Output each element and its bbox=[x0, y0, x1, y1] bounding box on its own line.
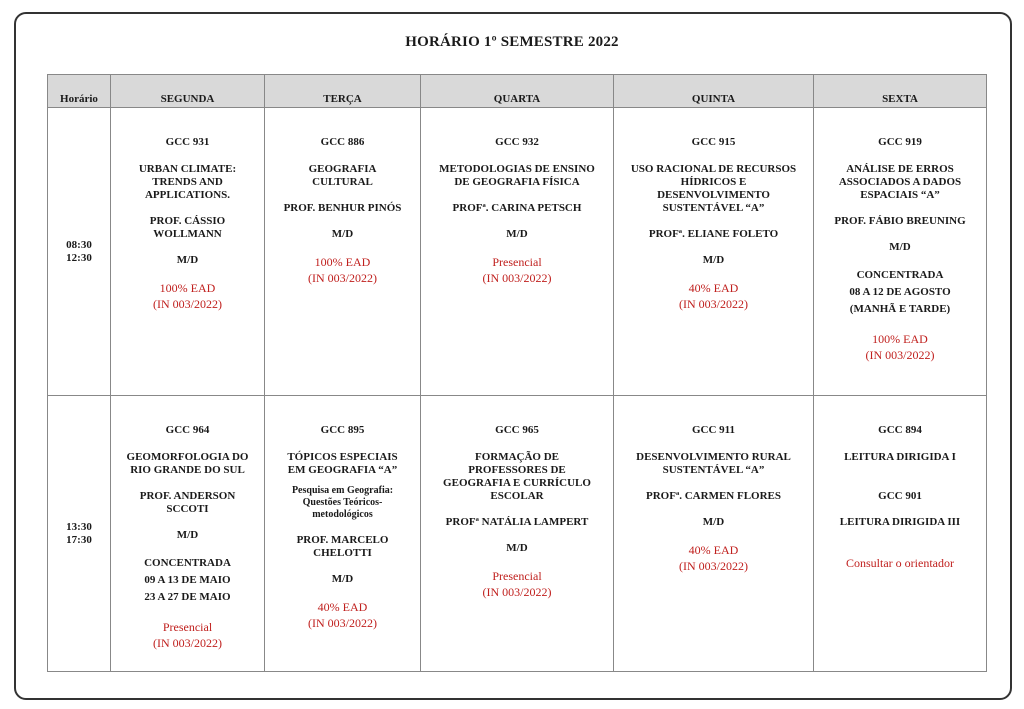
course-code: GCC 886 bbox=[320, 136, 365, 148]
spacer bbox=[818, 542, 982, 555]
delivery-mode: 40% EAD bbox=[688, 543, 739, 557]
professor-name: PROF. CÁSSIO bbox=[149, 215, 226, 227]
course-name: ESPACIAIS “A” bbox=[860, 189, 940, 201]
course-name: SUSTENTÁVEL “A” bbox=[662, 464, 765, 476]
course-code: GCC 895 bbox=[320, 424, 365, 436]
professor-name: CHELOTTI bbox=[313, 547, 372, 559]
professor-name: PROFª. CARMEN FLORES bbox=[646, 490, 781, 502]
course-name: LEITURA DIRIGIDA III bbox=[839, 516, 961, 528]
regulation-ref: (IN 003/2022) bbox=[865, 348, 935, 362]
course-cell-quarta bbox=[421, 108, 614, 396]
course-cell-sexta bbox=[814, 396, 987, 672]
concentrated-info: CONCENTRADA bbox=[144, 557, 231, 569]
course-name: GEOGRAFIA bbox=[308, 163, 377, 175]
delivery-mode: Presencial bbox=[492, 255, 542, 269]
spacer bbox=[115, 516, 260, 529]
course-code: GCC 932 bbox=[495, 136, 539, 148]
course-name: GEOGRAFIA E CURRÍCULO bbox=[443, 477, 591, 489]
spacer bbox=[818, 228, 982, 241]
time-value: 12:30 bbox=[66, 251, 92, 264]
course-name: FORMAÇÃO DE bbox=[474, 451, 560, 463]
concentrated-info: 08 A 12 DE AGOSTO bbox=[849, 286, 951, 298]
course-cell-sexta bbox=[814, 108, 987, 396]
course-name: CULTURAL bbox=[312, 176, 373, 188]
spacer bbox=[269, 241, 416, 254]
schedule-table bbox=[47, 74, 987, 672]
modality-code: M/D bbox=[889, 241, 911, 253]
professor-name: PROF. BENHUR PINÓS bbox=[283, 202, 402, 214]
spacer bbox=[269, 189, 416, 202]
course-name: EM GEOGRAFIA “A” bbox=[287, 464, 398, 476]
delivery-mode: 40% EAD bbox=[317, 600, 368, 614]
concentrated-info: (MANHÃ E TARDE) bbox=[849, 303, 951, 315]
course-cell-terca bbox=[265, 396, 421, 672]
concentrated-info: 23 A 27 DE MAIO bbox=[144, 591, 231, 603]
professor-name: PROFª. CARINA PETSCH bbox=[452, 202, 582, 214]
spacer bbox=[818, 477, 982, 490]
time-value: 13:30 bbox=[66, 520, 92, 533]
professor-name: SCCOTI bbox=[166, 503, 209, 515]
course-name: APPLICATIONS. bbox=[144, 189, 231, 201]
spacer bbox=[425, 529, 609, 542]
course-name: RIO GRANDE DO SUL bbox=[130, 464, 245, 476]
spacer bbox=[618, 215, 809, 228]
course-name: TÓPICOS ESPECIAIS bbox=[287, 451, 398, 463]
course-cell-terca bbox=[265, 108, 421, 396]
time-value: 08:30 bbox=[66, 238, 92, 251]
delivery-mode: Presencial bbox=[492, 569, 542, 583]
spacer bbox=[618, 241, 809, 254]
header-quinta: QUINTA bbox=[614, 75, 814, 108]
course-name: ANÁLISE DE ERROS bbox=[846, 163, 954, 175]
regulation-ref: (IN 003/2022) bbox=[153, 297, 222, 311]
spacer bbox=[115, 606, 260, 619]
course-subtitle: Pesquisa em Geografia: bbox=[291, 485, 394, 496]
spacer bbox=[425, 503, 609, 516]
modality-code: M/D bbox=[506, 228, 528, 240]
spacer bbox=[818, 529, 982, 542]
course-code: GCC 901 bbox=[878, 490, 922, 502]
course-name: METODOLOGIAS DE ENSINO bbox=[439, 163, 595, 175]
spacer bbox=[425, 215, 609, 228]
course-name: SUSTENTÁVEL “A” bbox=[662, 202, 765, 214]
professor-name: PROFª NATÁLIA LAMPERT bbox=[445, 516, 589, 528]
delivery-mode: Presencial bbox=[162, 620, 213, 634]
page-title: HORÁRIO 1º SEMESTRE 2022 bbox=[405, 34, 619, 50]
spacer bbox=[269, 477, 416, 485]
spacer bbox=[818, 202, 982, 215]
delivery-mode: 100% EAD bbox=[159, 281, 216, 295]
spacer bbox=[818, 254, 982, 267]
professor-name: PROFª. ELIANE FOLETO bbox=[648, 228, 779, 240]
course-name: ESCOLAR bbox=[490, 490, 544, 502]
header-sexta: SEXTA bbox=[814, 75, 987, 108]
regulation-ref: (IN 003/2022) bbox=[153, 636, 222, 650]
modality-code: M/D bbox=[702, 516, 725, 528]
course-code: GCC 919 bbox=[878, 136, 922, 148]
modality-code: M/D bbox=[331, 573, 354, 585]
course-subtitle: Questões Teóricos- bbox=[302, 497, 383, 508]
spacer bbox=[618, 529, 809, 542]
spacer bbox=[269, 521, 416, 534]
time-value: 17:30 bbox=[66, 533, 92, 546]
course-name: DESENVOLVIMENTO bbox=[657, 189, 770, 201]
advisor-note: Consultar o orientador bbox=[846, 556, 954, 570]
spacer bbox=[115, 477, 260, 490]
delivery-mode: 40% EAD bbox=[688, 281, 739, 295]
header-horario: Horário bbox=[48, 75, 111, 108]
course-name: DESENVOLVIMENTO RURAL bbox=[636, 451, 791, 463]
modality-code: M/D bbox=[176, 254, 199, 266]
delivery-mode: 100% EAD bbox=[314, 255, 371, 269]
time-slot bbox=[48, 396, 111, 672]
spacer bbox=[115, 202, 260, 215]
regulation-ref: (IN 003/2022) bbox=[482, 585, 552, 599]
course-name: HÍDRICOS E bbox=[680, 176, 747, 188]
modality-code: M/D bbox=[331, 228, 354, 240]
concentrated-info: 09 A 13 DE MAIO bbox=[144, 574, 231, 586]
course-code: GCC 964 bbox=[165, 424, 210, 436]
course-cell-quarta bbox=[421, 396, 614, 672]
spacer bbox=[618, 477, 809, 490]
header-segunda: SEGUNDA bbox=[111, 75, 265, 108]
spacer bbox=[269, 586, 416, 599]
course-name: PROFESSORES DE bbox=[468, 464, 566, 476]
course-name: GEOMORFOLOGIA DO bbox=[126, 451, 249, 463]
regulation-ref: (IN 003/2022) bbox=[308, 271, 377, 285]
regulation-ref: (IN 003/2022) bbox=[308, 616, 377, 630]
spacer bbox=[818, 318, 982, 331]
course-code: GCC 911 bbox=[691, 424, 736, 436]
spacer bbox=[115, 267, 260, 280]
professor-name: WOLLMANN bbox=[153, 228, 222, 240]
schedule-row bbox=[48, 108, 987, 396]
spacer bbox=[818, 503, 982, 516]
header-terca: TERÇA bbox=[265, 75, 421, 108]
regulation-ref: (IN 003/2022) bbox=[679, 297, 748, 311]
regulation-ref: (IN 003/2022) bbox=[679, 559, 748, 573]
spacer bbox=[425, 241, 609, 254]
professor-name: PROF. MARCELO bbox=[296, 534, 389, 546]
modality-code: M/D bbox=[176, 529, 199, 541]
course-name: LEITURA DIRIGIDA I bbox=[844, 451, 956, 463]
header-quarta: QUARTA bbox=[421, 75, 614, 108]
course-name: ASSOCIADOS A DADOS bbox=[838, 176, 962, 188]
course-name: URBAN CLIMATE: bbox=[138, 163, 237, 175]
spacer bbox=[425, 555, 609, 568]
course-code: GCC 931 bbox=[165, 136, 210, 148]
course-cell-quinta bbox=[614, 396, 814, 672]
spacer bbox=[818, 464, 982, 477]
spacer bbox=[269, 560, 416, 573]
modality-code: M/D bbox=[702, 254, 725, 266]
course-code: GCC 894 bbox=[878, 424, 922, 436]
time-slot bbox=[48, 108, 111, 396]
professor-name: PROF. ANDERSON bbox=[139, 490, 236, 502]
header-row bbox=[48, 75, 987, 108]
course-cell-segunda bbox=[111, 396, 265, 672]
regulation-ref: (IN 003/2022) bbox=[482, 271, 552, 285]
modality-code: M/D bbox=[506, 542, 528, 554]
schedule-row bbox=[48, 396, 987, 672]
spacer bbox=[618, 503, 809, 516]
course-name: TRENDS AND bbox=[152, 176, 223, 188]
course-name: USO RACIONAL DE RECURSOS bbox=[630, 163, 797, 175]
spacer bbox=[269, 215, 416, 228]
course-name: DE GEOGRAFIA FÍSICA bbox=[454, 176, 580, 188]
course-code: GCC 965 bbox=[495, 424, 539, 436]
spacer bbox=[425, 189, 609, 202]
delivery-mode: 100% EAD bbox=[872, 332, 928, 346]
course-cell-segunda bbox=[111, 108, 265, 396]
spacer bbox=[115, 542, 260, 555]
concentrated-info: CONCENTRADA bbox=[856, 269, 944, 281]
course-code: GCC 915 bbox=[691, 136, 736, 148]
spacer bbox=[618, 267, 809, 280]
professor-name: PROF. FÁBIO BREUNING bbox=[834, 215, 966, 227]
spacer bbox=[115, 241, 260, 254]
course-subtitle: metodológicos bbox=[312, 509, 373, 520]
course-cell-quinta bbox=[614, 108, 814, 396]
